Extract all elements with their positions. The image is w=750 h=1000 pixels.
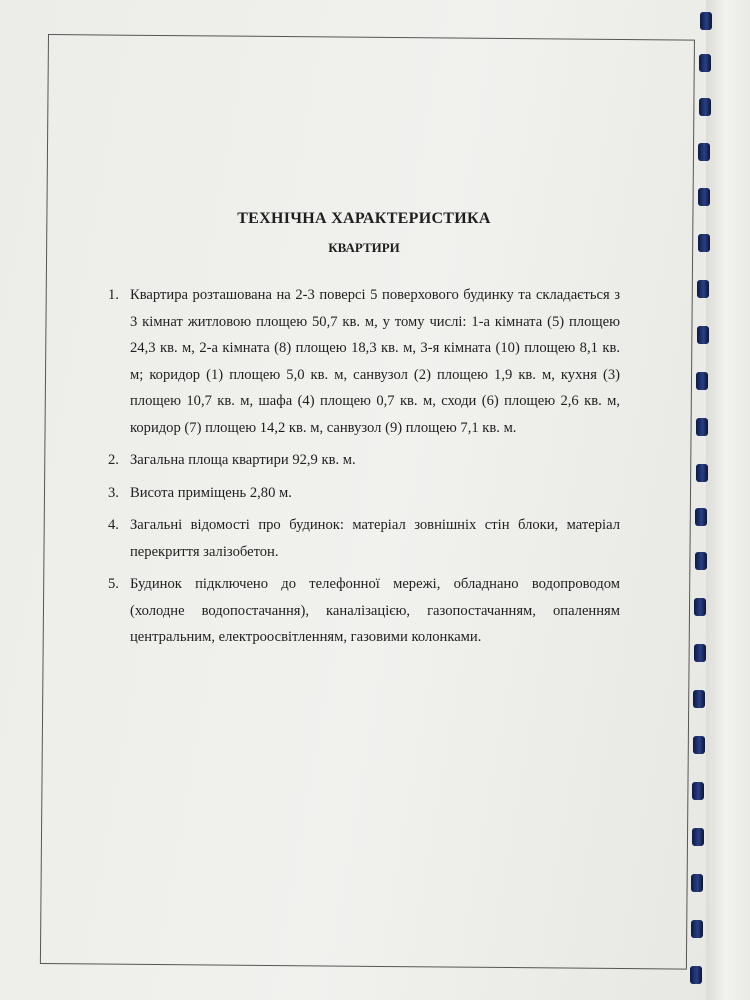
list-item-text: Будинок підключено до телефонної мережі, обладнано водопроводом (холодне водопостачання), каналізацією, газопостачанням, опаленням центральним, електроосвітленням, газовими колонками.: [130, 576, 620, 645]
list-item-number: 4.: [108, 517, 119, 533]
list-item: [108, 282, 620, 441]
list-item: [108, 512, 620, 565]
list-item-number: 3.: [108, 484, 119, 501]
list-item-text: Загальні відомості про будинок: матеріал зовнішніх стін блоки, матеріал перекриття залізобетон.: [130, 517, 620, 560]
list-item-text: Квартира розташована на 2-3 поверсі 5 поверхового будинку та складається з 3 кімнат житловою площею 50,7 кв. м, у тому числі: 1-а кімната (5) площею 24,3 кв. м, 2-а кімната (8) площею 18,3 кв. м, 3-я кімната (10) площею 8,1 кв. м; коридор (1) площею 5,0 кв. м, санвузол (2) площею 1,9 кв. м, кухня (3) площею 10,7 кв. м, шафа (4) площею 0,7 кв. м, сходи (6) площею 2,6 кв. м, коридор (7) площею 14,2 кв. м, санвузол (9) площею 7,1 кв. м.: [130, 287, 620, 436]
document-subtitle: КВАРТИРИ: [328, 240, 400, 255]
spiral-binding: [690, 0, 720, 1000]
list-item-text: Загальна площа квартири 92,9 кв. м.: [130, 452, 356, 468]
list-item: [108, 571, 620, 651]
list-item-number: 5.: [108, 576, 119, 592]
document-title: ТЕХНІЧНА ХАРАКТЕРИСТИКА: [237, 210, 491, 227]
list-item-number: 2.: [108, 452, 119, 468]
list-item-text: Висота приміщень 2,80 м.: [130, 484, 292, 501]
list-item: [108, 480, 620, 507]
list-item-number: 1.: [108, 287, 119, 303]
specification-list: [108, 282, 620, 651]
list-item: [108, 447, 620, 474]
document-content: [108, 210, 620, 657]
